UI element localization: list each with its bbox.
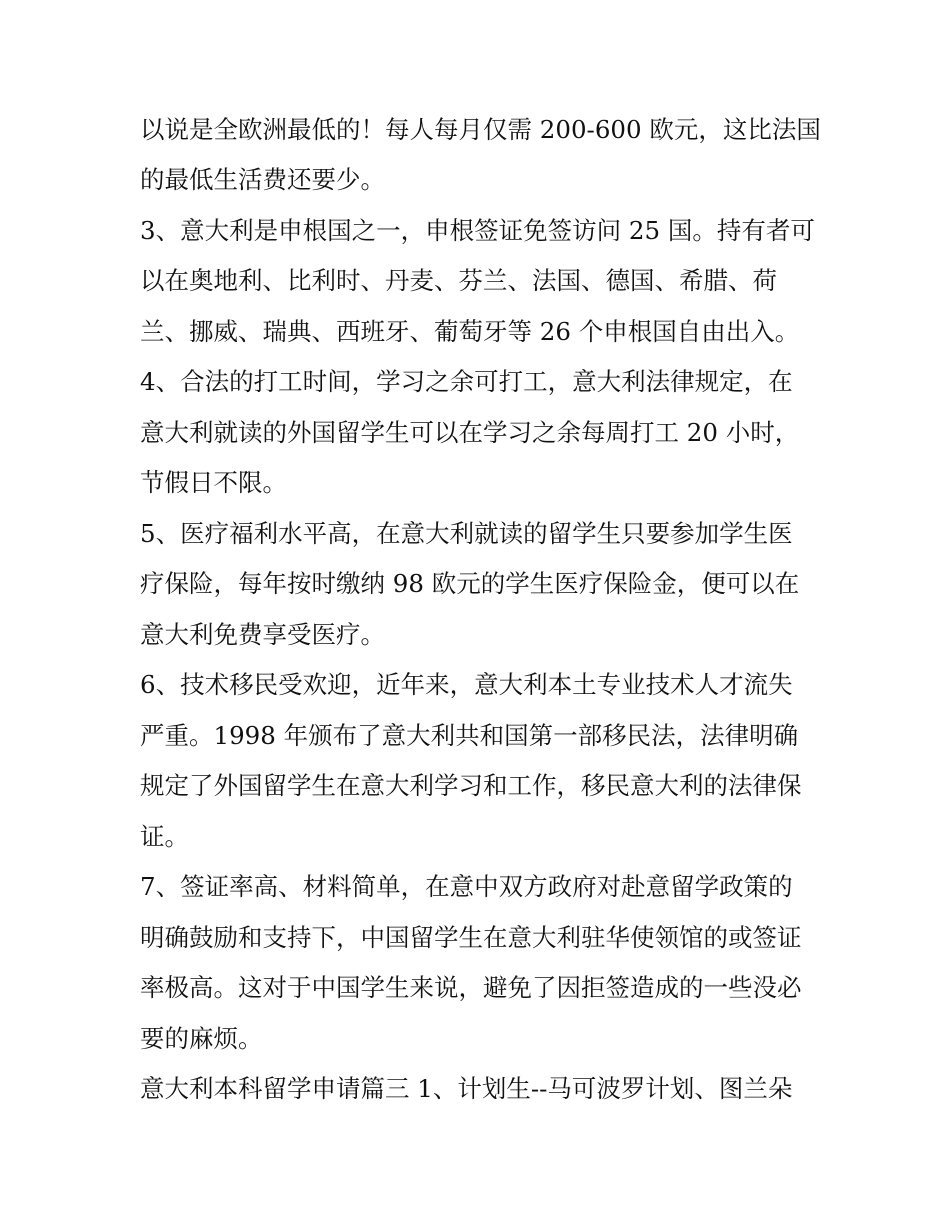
text-line: 兰、挪威、瑞典、西班牙、葡萄牙等 26 个申根国自由出入。 [140,317,800,346]
text-line: 严重。1998 年颁布了意大利共和国第一部移民法，法律明确 [140,721,799,750]
text-line: 意大利免费享受医疗。 [140,620,385,649]
text-line: 4、合法的打工时间，学习之余可打工，意大利法律规定，在 [140,367,793,396]
text-line: 意大利就读的外国留学生可以在学习之余每周打工 20 小时， [140,418,800,447]
text-line: 5、医疗福利水平高，在意大利就读的留学生只要参加学生医 [140,519,793,548]
text-line: 3、意大利是申根国之一，申根签证免签访问 25 国。持有者可 [140,216,815,245]
text-line: 要的麻烦。 [140,1024,263,1053]
text-line: 疗保险，每年按时缴纳 98 欧元的学生医疗保险金，便可以在 [140,569,800,598]
text-line: 以在奥地利、比利时、丹麦、芬兰、法国、德国、希腊、荷 [140,266,777,295]
text-line: 7、签证率高、材料简单，在意中双方政府对赴意留学政策的 [140,872,793,901]
text-line: 率极高。这对于中国学生来说，避免了因拒签造成的一些没必 [140,973,802,1002]
text-line: 6、技术移民受欢迎，近年来，意大利本土专业技术人才流失 [140,670,793,699]
text-line: 证。 [140,822,189,851]
text-line: 节假日不限。 [140,468,287,497]
text-line: 意大利本科留学申请篇三 1、计划生--马可波罗计划、图兰朵 [140,1074,793,1103]
text-line: 的最低生活费还要少。 [140,165,385,194]
text-line: 以说是全欧洲最低的！每人每月仅需 200-600 欧元，这比法国 [140,115,821,144]
text-line: 规定了外国留学生在意大利学习和工作，移民意大利的法律保 [140,771,802,800]
text-line: 明确鼓励和支持下，中国留学生在意大利驻华使领馆的或签证 [140,923,802,952]
